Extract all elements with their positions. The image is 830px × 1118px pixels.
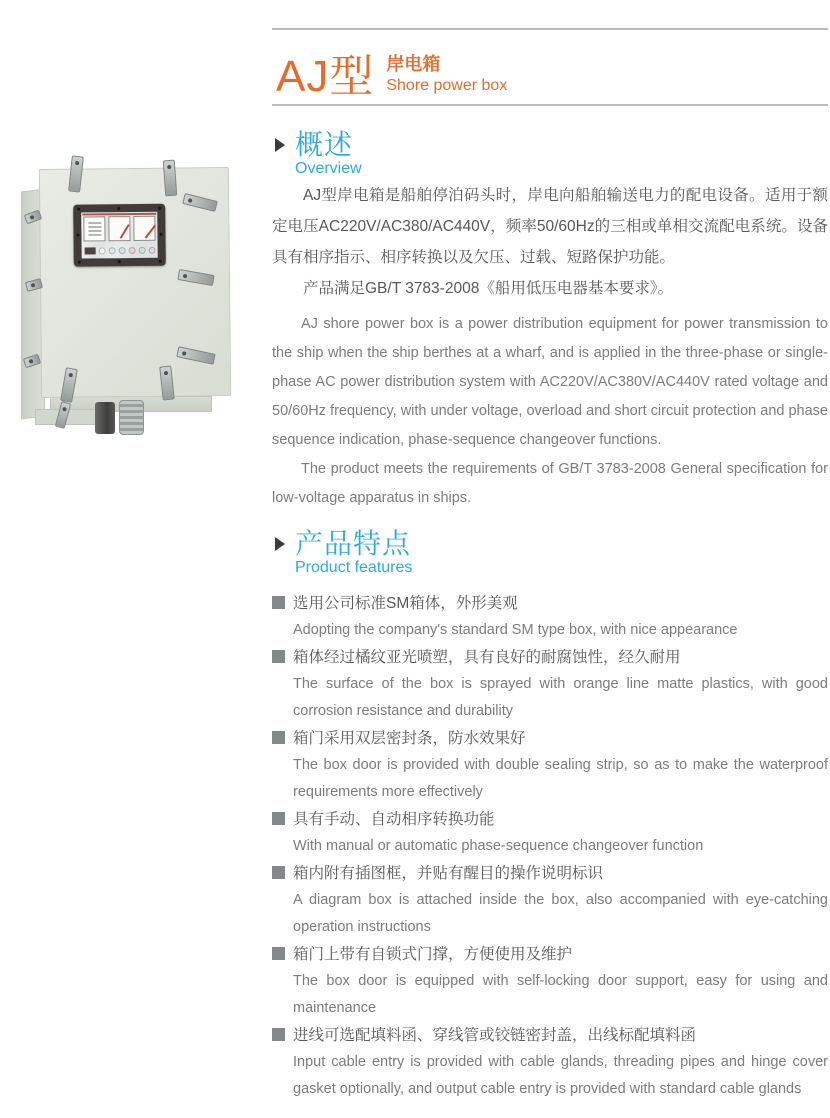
list-item	[272, 725, 828, 806]
feature-text-en: Input cable entry is provided with cable glands, threading pipes and hinge cover gasket optionally, and output cable entry is provided with standard cable glands	[293, 1054, 828, 1097]
section-arrow-icon	[275, 537, 285, 551]
indicator-row	[85, 245, 157, 256]
content-column	[272, 0, 828, 1103]
list-item	[272, 806, 828, 860]
panel-red-stripe	[82, 213, 156, 215]
features-section	[272, 529, 828, 1103]
overview-cn-paragraphs	[272, 180, 828, 304]
feature-text-cn: 箱门上带有自锁式门撑，方便使用及维护	[293, 946, 573, 963]
indicator-light	[149, 246, 156, 253]
square-bullet-icon	[272, 866, 285, 879]
feature-text-en: Adopting the company's standard SM type box, with nice appearance	[293, 622, 738, 638]
indicator-light	[119, 247, 126, 254]
feature-text-cn: 具有手动、自动相序转换功能	[293, 811, 495, 828]
overview-heading	[272, 130, 828, 177]
section-title-cn: 产品特点	[295, 528, 412, 559]
feature-text-cn: 进线可选配填料函、穿线管或铰链密封盖，出线标配填料函	[293, 1027, 697, 1044]
product-name-en: Shore power box	[386, 76, 508, 94]
meter-window-panel	[73, 204, 166, 267]
features-list	[272, 590, 828, 1103]
product-photo	[15, 150, 265, 450]
indicator-light	[129, 246, 136, 253]
analog-meter	[108, 216, 130, 241]
feature-text-en: The box door is equipped with self-locking door support, easy for using and maintenance	[293, 973, 828, 1016]
door-latch	[163, 160, 177, 197]
section-title-cn: 概述	[295, 129, 354, 160]
overview-en-paragraphs	[272, 310, 828, 513]
square-bullet-icon	[272, 731, 285, 744]
section-arrow-icon	[275, 138, 285, 152]
paragraph: 产品满足GB/T 3783-2008《船用低压电器基本要求》。	[303, 280, 674, 297]
meter-needle	[120, 224, 130, 238]
product-header	[272, 30, 828, 104]
list-item	[272, 860, 828, 941]
list-item	[272, 1022, 828, 1103]
features-heading	[272, 529, 828, 576]
meter-row	[83, 216, 155, 243]
indicator-light	[139, 246, 146, 253]
feature-text-en: With manual or automatic phase-sequence changeover function	[293, 838, 704, 854]
window-glass	[81, 212, 157, 259]
product-model: AJ型	[276, 51, 375, 101]
list-item	[272, 590, 828, 644]
section-title-en: Product features	[295, 559, 413, 576]
paragraph: The product meets the requirements of GB/T 3783-2008 General specification for low-voltage apparatus in ships.	[272, 461, 828, 506]
paragraph: AJ型岸电箱是船舶停泊码头时，岸电向船舶输送电力的配电设备。适用于额定电压AC220V/AC380/AC440V，频率50/60Hz的三相或单相交流配电系统。设备具有相序指示、相序转换以及欠压、过载、短路保护功能。	[272, 187, 828, 266]
indicator-light	[109, 247, 116, 254]
analog-meter	[133, 216, 155, 241]
analog-meter	[83, 216, 105, 241]
square-bullet-icon	[272, 1028, 285, 1041]
square-bullet-icon	[272, 812, 285, 825]
meter-scale	[88, 222, 101, 235]
meter-needle	[145, 225, 156, 239]
divider	[272, 104, 828, 106]
square-bullet-icon	[272, 596, 285, 609]
paragraph: AJ shore power box is a power distribution equipment for power transmission to the ship when the ship berthes at a wharf, and is applied in the three-phase or single-phase AC power distribution system with AC220V/AC380V/AC440V rated voltage and 50/60Hz frequency, with under voltage, overload and short circuit protection and phase sequence indication, phase-sequence changeover functions.	[272, 316, 828, 448]
indicator-light	[99, 247, 106, 254]
feature-text-cn: 选用公司标准SM箱体，外形美观	[293, 595, 518, 612]
list-item	[272, 644, 828, 725]
square-bullet-icon	[272, 650, 285, 663]
panel-label	[85, 247, 96, 254]
feature-text-en: A diagram box is attached inside the box, also accompanied with eye-catching operation instructions	[293, 892, 828, 935]
cable-gland	[95, 402, 115, 434]
feature-text-cn: 箱体经过橘纹亚光喷塑，具有良好的耐腐蚀性，经久耐用	[293, 649, 681, 666]
feature-text-cn: 箱门采用双层密封条，防水效果好	[293, 730, 526, 747]
section-title-en: Overview	[295, 160, 362, 177]
screw-icon	[77, 208, 80, 211]
cable-gland	[119, 400, 144, 435]
feature-text-en: The box door is provided with double sealing strip, so as to make the waterproof requirements more effectively	[293, 757, 828, 800]
overview-section	[272, 130, 828, 513]
feature-text-cn: 箱内附有插图框，并贴有醒目的操作说明标识	[293, 865, 604, 882]
square-bullet-icon	[272, 947, 285, 960]
product-name-cn: 岸电箱	[386, 54, 441, 75]
list-item	[272, 941, 828, 1022]
feature-text-en: The surface of the box is sprayed with orange line matte plastics, with good corrosion resistance and durability	[293, 676, 828, 719]
